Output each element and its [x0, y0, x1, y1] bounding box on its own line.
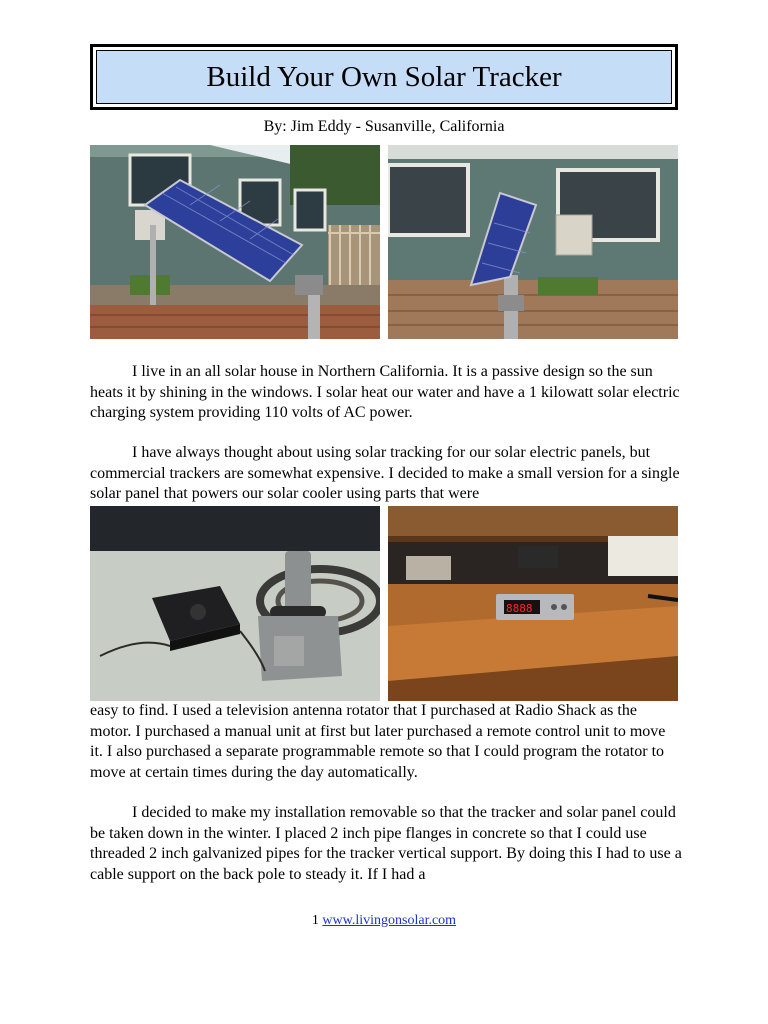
website-link[interactable]: www.livingonsolar.com [322, 913, 457, 928]
photo-tracker-right [388, 145, 678, 339]
page-number: 1 [311, 913, 319, 928]
page-title: Build Your Own Solar Tracker [206, 60, 562, 93]
svg-text:8888: 8888 [506, 602, 533, 615]
byline: By: Jim Eddy - Susanville, California [263, 118, 505, 135]
paragraph-3: easy to find. I used a television antenna rotator that I purchased at Radio Shack as the motor. I purchased a manual unit at first but later purchased a remote control unit to move it. I also purchased a separate programmable remote so that I could program the rotator to move at certain times during the day automatically. [90, 702, 666, 781]
photo-tracker-left [90, 145, 380, 339]
page-footer [0, 913, 768, 929]
paragraph-4: I decided to make my installation removable so that the tracker and solar panel could be taken down in the winter. I placed 2 inch pipe flanges in concrete so that I could use threaded 2 inch galvanized pipes for the tracker vertical support. By doing this I had to use a cable support on the back pole to steady it. If I had a [90, 804, 682, 883]
photo-programmable-remote [388, 506, 678, 701]
title-banner [96, 50, 672, 104]
paragraph-1: I live in an all solar house in Northern California. It is a passive design so the sun heats it by shining in the windows. I solar heat our water and have a 1 kilowatt solar electric charging system providing 110 volts of AC power. [90, 363, 680, 421]
paragraph-2: I have always thought about using solar tracking for our solar electric panels, but commercial trackers are somewhat expensive. I decided to make a small version for a single solar panel that powers our solar cooler using parts that were [90, 444, 680, 502]
photo-rotator [90, 506, 380, 701]
title-box [90, 44, 678, 110]
